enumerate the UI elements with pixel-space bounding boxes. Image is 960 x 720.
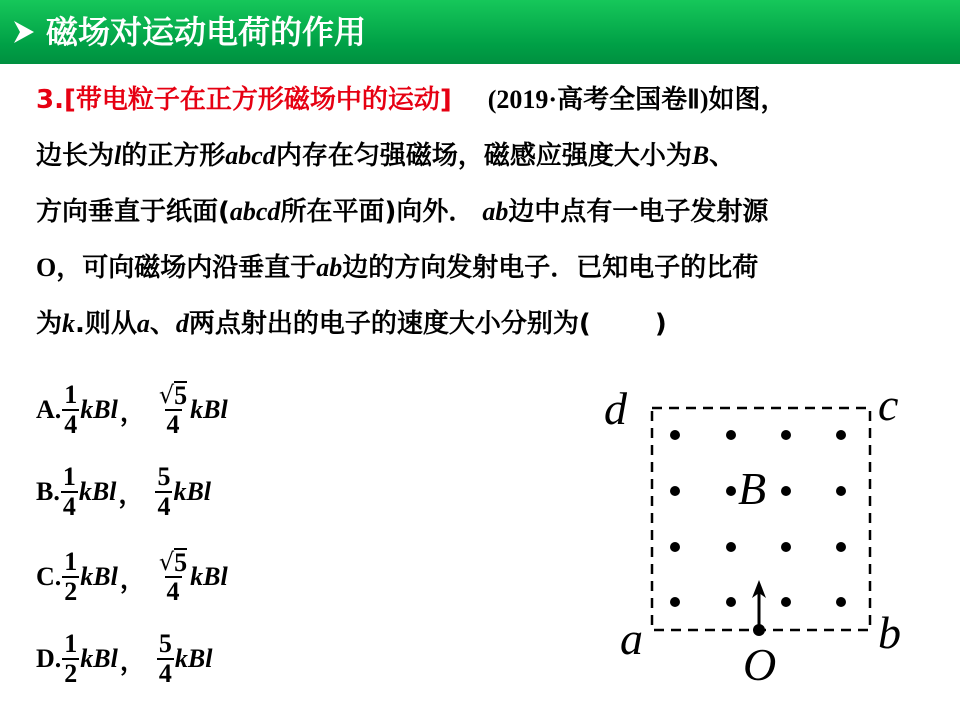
field-label-b: B — [738, 463, 767, 514]
option-b[interactable]: B. $\frac{1}{4}$ kBl ， $\frac{5}{4}$ kBl — [36, 462, 212, 521]
option-d[interactable]: D. $\frac{1}{2}$ kBl ， $\frac{5}{4}$ kBl — [36, 629, 213, 688]
source-label-o: O — [743, 639, 777, 690]
magnetic-field-diagram — [590, 380, 920, 690]
question-line-1: 3.[带电粒子在正方形磁场中的运动] (2019·高考全国卷Ⅱ)如图， — [36, 85, 787, 115]
page-title: 磁场对运动电荷的作用 — [46, 13, 367, 51]
question-number-tag: 3.[带电粒子在正方形磁场中的运动] — [36, 85, 452, 115]
question-source: (2019·高考全国卷Ⅱ) — [487, 85, 709, 114]
question-line-5: 为k.则从a、d两点射出的电子的速度大小分别为( ) — [36, 309, 667, 339]
corner-label-c: c — [878, 380, 899, 430]
corner-label-b: b — [878, 607, 901, 658]
question-line-4: O，可向磁场内沿垂直于ab边的方向发射电子．已知电子的比荷 — [36, 253, 759, 283]
corner-label-a: a — [620, 613, 643, 664]
title-bar — [0, 0, 960, 64]
question-line-2: 边长为l的正方形abcd内存在匀强磁场，磁感应强度大小为B、 — [36, 141, 736, 171]
question-line-3: 方向垂直于纸面(abcd所在平面)向外． ab边中点有一电子发射源 — [36, 197, 769, 227]
source-point-o — [753, 624, 765, 636]
option-c[interactable]: C. $\frac{1}{2}$ kBl ， √ 5 4 kBl — [36, 547, 228, 606]
field-dots — [670, 430, 846, 607]
arrowhead-bullet-icon — [12, 19, 36, 45]
square-region — [652, 408, 870, 630]
corner-label-d: d — [604, 383, 627, 434]
option-a[interactable]: A. $\frac{1}{4}$ kBl ， √ 5 4 kBl — [36, 380, 228, 439]
